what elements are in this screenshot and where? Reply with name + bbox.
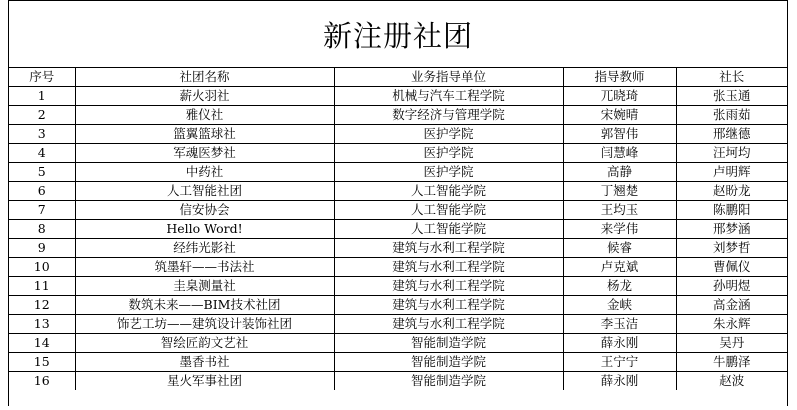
cell-leader: 张雨茹 (676, 106, 787, 125)
cell-club-name: 筑墨轩——书法社 (75, 258, 334, 277)
cell-club-name: 信安协会 (75, 201, 334, 220)
cell-no: 6 (9, 182, 75, 201)
header-name: 社团名称 (75, 68, 334, 87)
cell-guidance-unit: 智能制造学院 (334, 372, 563, 391)
cell-leader: 朱永辉 (676, 315, 787, 334)
table-row (9, 372, 787, 391)
table-row (9, 296, 787, 315)
cell-no: 4 (9, 144, 75, 163)
cell-teacher: 李玉洁 (563, 315, 676, 334)
cell-no: 5 (9, 163, 75, 182)
table-title: 新注册社团 (9, 1, 787, 68)
table-row (9, 315, 787, 334)
cell-guidance-unit: 建筑与水利工程学院 (334, 239, 563, 258)
table-row (9, 163, 787, 182)
table-row (9, 182, 787, 201)
cell-teacher: 兀晓琦 (563, 87, 676, 106)
cell-teacher: 郭智伟 (563, 125, 676, 144)
header-row (9, 68, 787, 87)
cell-guidance-unit: 建筑与水利工程学院 (334, 315, 563, 334)
cell-guidance-unit: 医护学院 (334, 163, 563, 182)
cell-teacher: 王宁宁 (563, 353, 676, 372)
cell-leader: 张玉通 (676, 87, 787, 106)
cell-guidance-unit: 建筑与水利工程学院 (334, 277, 563, 296)
cell-no: 9 (9, 239, 75, 258)
cell-club-name: 数筑未来——BIM技术社团 (75, 296, 334, 315)
cell-leader: 汪坷均 (676, 144, 787, 163)
table-body (9, 87, 787, 391)
cell-leader: 牛鹏泽 (676, 353, 787, 372)
cell-no: 3 (9, 125, 75, 144)
cell-teacher: 薛永刚 (563, 334, 676, 353)
cell-guidance-unit: 机械与汽车工程学院 (334, 87, 563, 106)
cell-no: 2 (9, 106, 75, 125)
table-row (9, 239, 787, 258)
cell-guidance-unit: 建筑与水利工程学院 (334, 296, 563, 315)
cell-club-name: 中药社 (75, 163, 334, 182)
cell-leader: 陈鹏阳 (676, 201, 787, 220)
cell-guidance-unit: 医护学院 (334, 144, 563, 163)
cell-teacher: 金峡 (563, 296, 676, 315)
cell-leader: 赵波 (719, 373, 745, 388)
cell-no: 12 (9, 296, 75, 315)
cell-teacher: 卢克斌 (563, 258, 676, 277)
cell-guidance-unit: 人工智能学院 (334, 201, 563, 220)
table-row (9, 125, 787, 144)
cell-club-name: 墨香书社 (75, 353, 334, 372)
cell-no: 10 (9, 258, 75, 277)
cell-no: 7 (9, 201, 75, 220)
cell-club-name: 智绘匠韵文艺社 (75, 334, 334, 353)
table-row (9, 220, 787, 239)
club-table (9, 68, 787, 390)
cell-club-name: 星火军事社团 (75, 372, 334, 391)
cell-leader: 刘梦哲 (676, 239, 787, 258)
cell-leader: 吴丹 (676, 334, 787, 353)
cell-teacher: 闫慧峰 (563, 144, 676, 163)
cell-guidance-unit: 数字经济与管理学院 (334, 106, 563, 125)
cell-club-name: 薪火羽社 (75, 87, 334, 106)
cell-teacher: 来学伟 (563, 220, 676, 239)
cell-leader: 邢继德 (676, 125, 787, 144)
cell-leader: 邢梦涵 (676, 220, 787, 239)
cell-no: 13 (9, 315, 75, 334)
cell-club-name: 圭臬测量社 (75, 277, 334, 296)
header-unit: 业务指导单位 (334, 68, 563, 87)
cell-guidance-unit: 医护学院 (334, 125, 563, 144)
cell-teacher: 丁翘楚 (563, 182, 676, 201)
cell-guidance-unit: 建筑与水利工程学院 (334, 258, 563, 277)
table-row (9, 334, 787, 353)
cell-leader: 赵盼龙 (676, 182, 787, 201)
header-no: 序号 (9, 68, 75, 87)
header-leader: 社长 (676, 68, 787, 87)
cell-guidance-unit: 人工智能学院 (334, 182, 563, 201)
table-row (9, 201, 787, 220)
cell-leader: 曹佩仪 (676, 258, 787, 277)
cell-club-name: Hello Word! (75, 220, 334, 239)
cell-club-name: 军魂医梦社 (75, 144, 334, 163)
cell-teacher: 高静 (563, 163, 676, 182)
cell-guidance-unit: 人工智能学院 (334, 220, 563, 239)
cell-teacher: 杨龙 (563, 277, 676, 296)
cell-no: 1 (9, 87, 75, 106)
cell-no: 16 (9, 372, 75, 391)
cell-club-name: 人工智能社团 (75, 182, 334, 201)
table-row (9, 353, 787, 372)
table-row (9, 87, 787, 106)
cell-leader: 卢明辉 (676, 163, 787, 182)
cell-no: 8 (9, 220, 75, 239)
cell-teacher: 候睿 (563, 239, 676, 258)
table-row (9, 106, 787, 125)
cell-no: 11 (9, 277, 75, 296)
cell-club-name: 饰艺工坊——建筑设计装饰社团 (75, 315, 334, 334)
cell-guidance-unit: 智能制造学院 (334, 334, 563, 353)
cell-teacher: 薛永刚 (563, 372, 676, 391)
cell-club-name: 篮翼篮球社 (75, 125, 334, 144)
cell-no: 14 (9, 334, 75, 353)
cell-teacher: 王均玉 (563, 201, 676, 220)
cell-club-name: 经纬光影社 (75, 239, 334, 258)
header-teacher: 指导教师 (563, 68, 676, 87)
cell-club-name: 雅仪社 (75, 106, 334, 125)
table-row (9, 144, 787, 163)
cell-no: 15 (9, 353, 75, 372)
table-row (9, 258, 787, 277)
club-table-sheet (8, 0, 788, 406)
cell-guidance-unit: 智能制造学院 (334, 353, 563, 372)
cell-teacher: 宋婉晴 (563, 106, 676, 125)
cell-leader: 高金涵 (676, 296, 787, 315)
table-row (9, 277, 787, 296)
cell-leader: 孙明煜 (676, 277, 787, 296)
